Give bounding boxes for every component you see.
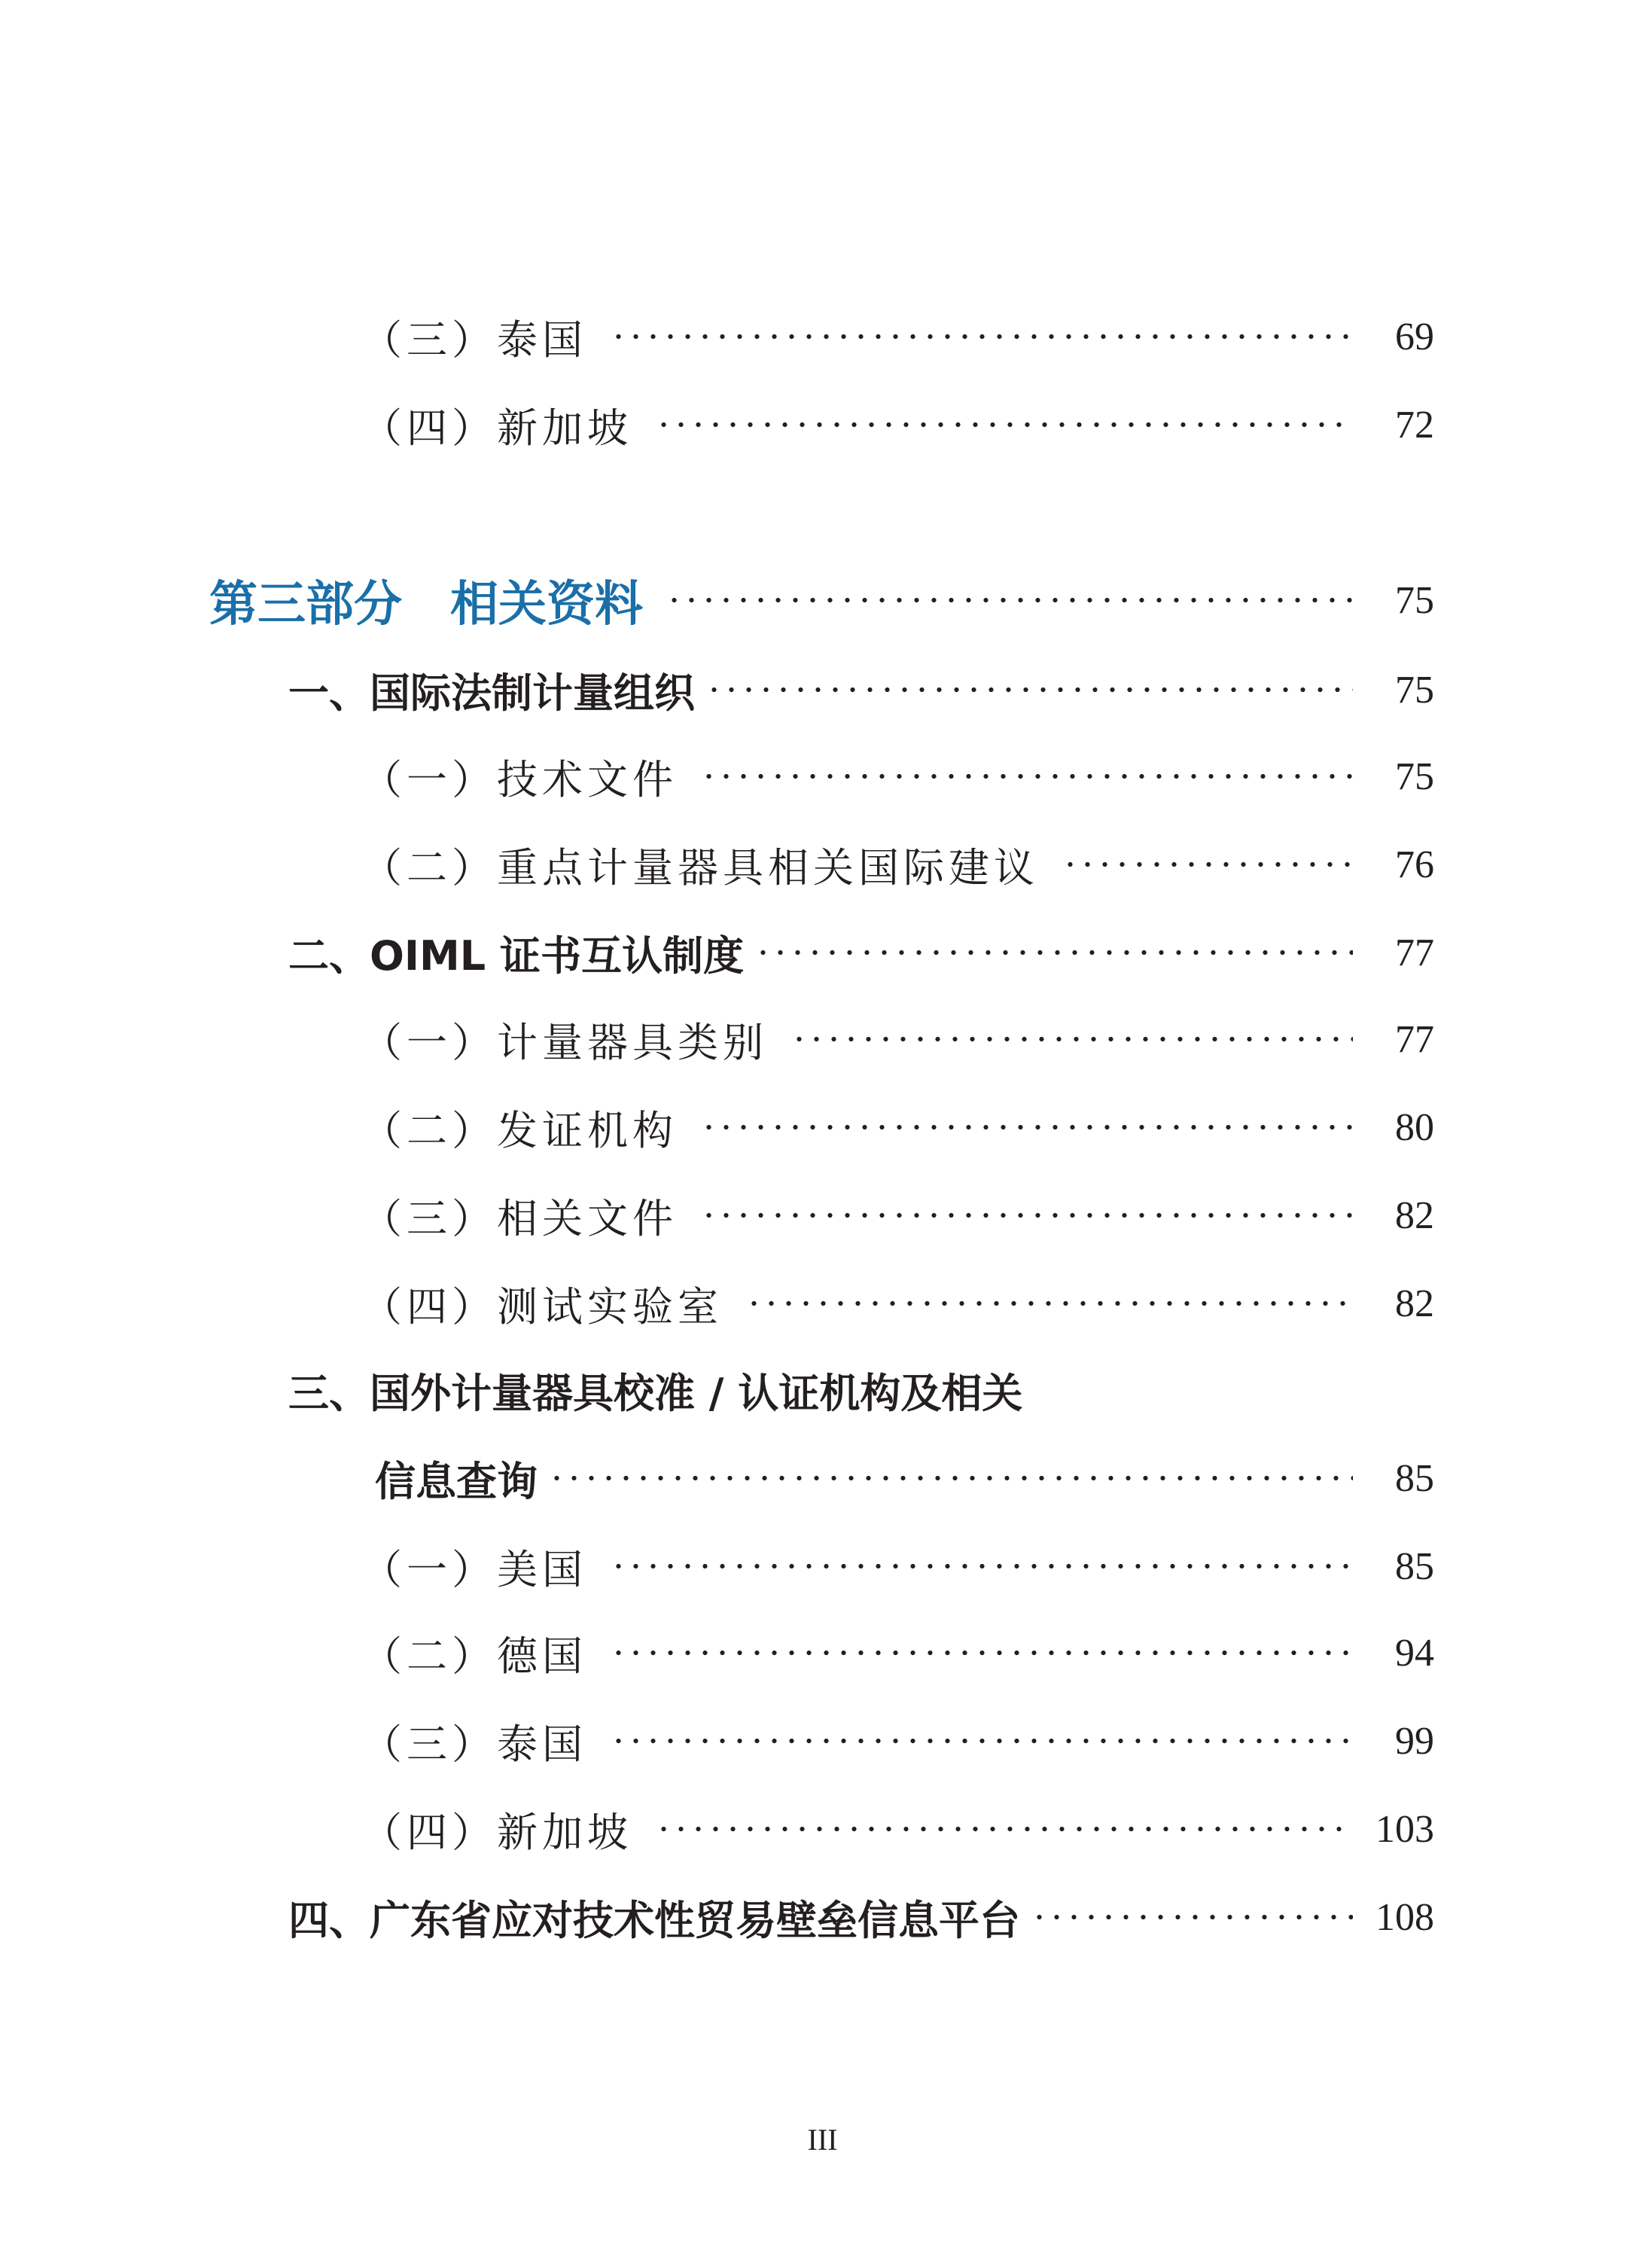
toc-page-number: 85 bbox=[1395, 1544, 1434, 1588]
dot-leader bbox=[1062, 861, 1353, 868]
toc-entry-label: （一）技术文件 bbox=[361, 755, 678, 803]
toc-entry-label: （四）测试实验室 bbox=[361, 1282, 723, 1331]
toc-entry[interactable] bbox=[0, 1005, 1434, 1073]
toc-entry-label: 四、广东省应对技术性贸易壁垒信息平台 bbox=[288, 1896, 1020, 1944]
toc-entry[interactable] bbox=[0, 919, 1434, 986]
toc-page-number: 94 bbox=[1395, 1631, 1434, 1675]
toc-entry-label: （一）美国 bbox=[361, 1545, 587, 1593]
dot-leader bbox=[610, 1737, 1353, 1745]
toc-entry-label: （二）德国 bbox=[361, 1632, 587, 1680]
toc-entry[interactable] bbox=[0, 1707, 1434, 1775]
toc-page-number: 82 bbox=[1395, 1193, 1434, 1237]
dot-leader bbox=[610, 333, 1353, 340]
toc-page-number: 103 bbox=[1375, 1807, 1434, 1851]
toc-entry[interactable] bbox=[0, 1532, 1434, 1600]
toc-entry-label: 第三部分 相关资料 bbox=[209, 576, 643, 633]
dot-leader bbox=[700, 1123, 1353, 1131]
dot-leader bbox=[655, 1825, 1353, 1833]
toc-part-heading[interactable] bbox=[0, 566, 1434, 634]
toc-entry[interactable] bbox=[0, 742, 1434, 810]
dot-leader bbox=[791, 1035, 1353, 1043]
dot-leader bbox=[700, 773, 1353, 780]
toc-page-number: 99 bbox=[1395, 1719, 1434, 1763]
toc-entry-label: 二、OIML 证书互认制度 bbox=[288, 931, 744, 980]
toc-page-number: 80 bbox=[1395, 1105, 1434, 1149]
dot-leader bbox=[745, 1300, 1353, 1307]
toc-entry-line1[interactable] bbox=[0, 1356, 1645, 1424]
toc-page-number: 75 bbox=[1395, 668, 1434, 712]
dot-leader bbox=[705, 686, 1353, 694]
toc-entry-label: 信息查询 bbox=[375, 1457, 538, 1505]
toc-entry-label: （三）泰国 bbox=[361, 316, 587, 364]
dot-leader bbox=[610, 1562, 1353, 1570]
dot-leader bbox=[548, 1474, 1353, 1482]
toc-page-number: 77 bbox=[1395, 1017, 1434, 1061]
toc-page-number: 75 bbox=[1395, 754, 1434, 798]
toc-entry[interactable] bbox=[0, 1093, 1434, 1161]
toc-entry[interactable] bbox=[0, 1883, 1434, 1951]
dot-leader bbox=[1031, 1913, 1353, 1921]
toc-entry-label: 一、国际法制计量组织 bbox=[288, 669, 695, 717]
toc-entry-label: （三）相关文件 bbox=[361, 1194, 678, 1242]
toc-entry[interactable] bbox=[0, 1795, 1434, 1863]
toc-entry[interactable] bbox=[0, 831, 1434, 898]
toc-entry-label: （二）重点计量器具相关国际建议 bbox=[361, 843, 1039, 892]
dot-leader bbox=[754, 949, 1353, 956]
toc-entry-label: （二）发证机构 bbox=[361, 1106, 678, 1154]
toc-entry[interactable] bbox=[0, 1444, 1434, 1512]
toc-entry[interactable] bbox=[0, 656, 1434, 724]
toc-entry[interactable] bbox=[0, 1181, 1434, 1249]
toc-entry-label: （四）新加坡 bbox=[361, 404, 632, 452]
toc-entry[interactable] bbox=[0, 391, 1434, 459]
toc-page-number: 77 bbox=[1395, 931, 1434, 974]
toc-page-number: 108 bbox=[1375, 1895, 1434, 1939]
dot-leader bbox=[655, 421, 1353, 428]
toc-entry-label: 三、国外计量器具校准 / 认证机构及相关 bbox=[288, 1369, 1023, 1417]
toc-entry[interactable] bbox=[0, 1270, 1434, 1337]
toc-page-number: 85 bbox=[1395, 1456, 1434, 1500]
toc-page-number: 69 bbox=[1395, 315, 1434, 358]
toc-page-number: 76 bbox=[1395, 843, 1434, 886]
toc-entry-label: （四）新加坡 bbox=[361, 1808, 632, 1856]
toc-entry-label: （三）泰国 bbox=[361, 1720, 587, 1768]
page-number: III bbox=[807, 2123, 838, 2157]
toc-page-number: 75 bbox=[1395, 578, 1434, 622]
toc-entry-label: （一）计量器具类别 bbox=[361, 1018, 768, 1066]
dot-leader bbox=[610, 1649, 1353, 1657]
toc-entry[interactable] bbox=[0, 1619, 1434, 1687]
dot-leader bbox=[700, 1212, 1353, 1219]
toc-page-number: 72 bbox=[1395, 403, 1434, 447]
dot-leader bbox=[666, 596, 1353, 604]
toc-entry[interactable] bbox=[0, 303, 1434, 370]
toc-page-number: 82 bbox=[1395, 1282, 1434, 1325]
